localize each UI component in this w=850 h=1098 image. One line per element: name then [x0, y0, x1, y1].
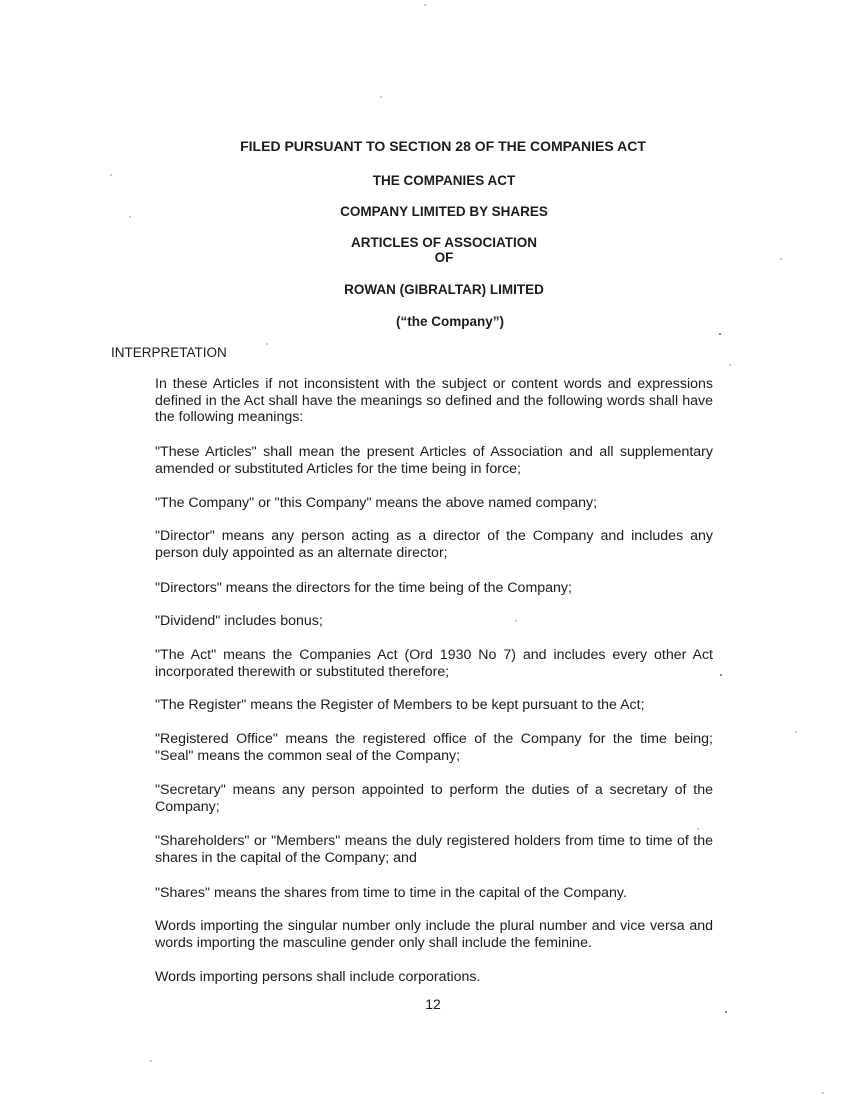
- paragraph: "Shareholders" or "Members" means the duly registered holders from time to time of the shares in the capital of the Company; and: [155, 833, 713, 866]
- filing-heading: FILED PURSUANT TO SECTION 28 OF THE COMPANIES ACT: [240, 138, 646, 154]
- scan-speck: [729, 364, 731, 366]
- act-heading: THE COMPANIES ACT: [372, 173, 516, 188]
- scan-speck: [719, 333, 721, 335]
- company-definition: (“the Company”): [396, 314, 504, 329]
- paragraph: "Shares" means the shares from time to time in the capital of the Company.: [155, 885, 627, 901]
- scan-speck: [129, 216, 131, 218]
- scan-speck: [697, 828, 699, 830]
- paragraph: "The Act" means the Companies Act (Ord 1930 No 7) and includes every other Act incorporated therewith or substituted therefore;: [155, 647, 713, 680]
- company-name-heading: ROWAN (GIBRALTAR) LIMITED: [344, 282, 544, 297]
- paragraph: "Registered Office" means the registered office of the Company for the time being; "Seal" means the common seal of the Company;: [155, 731, 713, 764]
- scan-speck: [424, 4, 426, 6]
- page-number: 12: [425, 996, 441, 1012]
- scan-speck: [150, 1060, 152, 1062]
- scan-speck: [515, 620, 517, 622]
- paragraph: Words importing the singular number only include the plural number and vice versa and words importing the masculine gender only shall include the feminine.: [155, 918, 713, 951]
- paragraph: "These Articles" shall mean the present Articles of Association and all supplementary amended or substituted Articles for the time being in force;: [155, 444, 713, 477]
- scan-speck: [822, 1092, 824, 1094]
- scan-speck: [720, 674, 722, 676]
- paragraph: In these Articles if not inconsistent with the subject or content words and expressions defined in the Act shall have the meanings so defined and the following words shall have the following meanings:: [155, 376, 713, 425]
- paragraph: "The Company" or "this Company" means the above named company;: [155, 495, 598, 511]
- paragraph: "Dividend" includes bonus;: [155, 613, 323, 629]
- paragraph: Words importing persons shall include corporations.: [155, 969, 481, 985]
- paragraph: "Directors" means the directors for the time being of the Company;: [155, 580, 572, 596]
- articles-heading: ARTICLES OF ASSOCIATION: [350, 235, 537, 250]
- scan-speck: [725, 1011, 727, 1013]
- scan-speck: [380, 96, 382, 98]
- paragraph: "The Register" means the Register of Members to be kept pursuant to the Act;: [155, 697, 645, 713]
- scan-speck: [795, 731, 797, 733]
- paragraph: "Secretary" means any person appointed to perform the duties of a secretary of the Company;: [155, 782, 713, 815]
- section-title-interpretation: INTERPRETATION: [111, 345, 227, 360]
- of-heading: OF: [434, 250, 454, 265]
- scan-speck: [110, 174, 112, 176]
- paragraph: "Director" means any person acting as a director of the Company and includes any person duly appointed as an alternate director;: [155, 528, 713, 561]
- scan-speck: [780, 258, 782, 260]
- company-type-heading: COMPANY LIMITED BY SHARES: [340, 204, 548, 219]
- scan-speck: [266, 343, 268, 345]
